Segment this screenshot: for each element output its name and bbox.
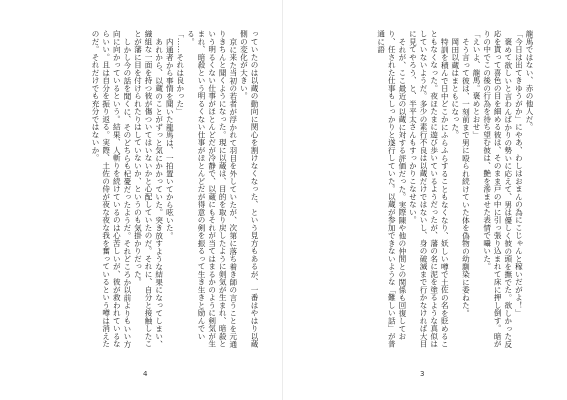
paragraph: 「えいよ、龍馬。褒めとおせ」	[472, 30, 482, 139]
paragraph: あれから、以蔵のことがずっと気にかかっていた。突き放すような結果になってしまい、織組な一面を持つ彼が傷ついてはいないかと心配していたのだ。それに、自分と接触したことが藩に目を付けられたりはしていないか、というのも気掛かりだった。	[133, 30, 164, 348]
right-page-text	[302, 30, 534, 352]
paragraph: 龍馬ではない、赤の他人だ。	[525, 30, 534, 131]
paragraph: それが、ここ最近の以蔵に対する評価だった。実際陳や他の仲間との関係も回復しており、任された仕事もしっかりと遂行していた。以蔵が参加できないような「難しい話」が普通に語	[376, 30, 407, 348]
paragraph: 「今日は出てきゆうがか」にやあ、わしはおまんの為にこじゃんと稼いだがよ！」	[514, 30, 524, 317]
page-number: 3	[420, 370, 425, 378]
right-page	[283, 0, 567, 400]
paragraph: 内通者から事情を聞いた龍馬は、一拍置いてから呟いた。	[165, 37, 175, 240]
paragraph: 京に来た当初の若者が浮かれて羽目を外していたが、次第に落ち着き師の言うことを元通りきちんと聞くようになった。現に以蔵は、目的を取り戻したように剣気が生まれ、暗殺という明るくない仕事がほとんどだが冷静で、以蔵にもそれが当てはまるかのように剣気が生まれ、暗殺という明るくない仕事がほとんどだが得意の剣を振るって生き生きと励んでいる。	[186, 30, 238, 348]
paragraph: そう言って彼は、一刻前まで男に殴られ続けていた体を偽物の幼馴染に委ねた。	[461, 37, 471, 317]
left-page-text	[27, 30, 259, 352]
page-number: 4	[143, 370, 148, 378]
paragraph: 褒めて欲しいと言わんばかりの勢いに応えて、男は優しく彼の頭を撫でた。欲しかった反応を貰って喜色の目を細める彼は、そのまま戸の中に引っ張り込まれて床に押し倒す。暗がりの中でこの後の行為を待ち望む彼は、艶を滲ませた表情で囁いた。	[482, 30, 513, 348]
paragraph: 岡田以蔵はまともになった。	[450, 37, 460, 139]
paragraph: っていたのは以蔵の動向に関心を割けなくなった、という見方もあるが、一番はやはり以蔵側の変化が大きい。	[239, 30, 259, 348]
paragraph: しかし今の話を聞くに、そのどちらも杞憂だったようだ。それどころか以前よりもいい方向に向かっているという。結果、人斬りを続けているのは心苦しいが、彼が救われているならいい。且は自分を振り返る。実際、土佐の侍が夜な夜な我を奮っているという噂は消えたのだ。それだけでも充分ではないか。	[91, 30, 132, 348]
left-page	[0, 0, 283, 400]
paragraph: 「……それは良かった」	[175, 30, 185, 116]
paragraph: 特訓を積んで日中どこかにふらふらすることもなくなり、妖しい噂で土佐の名を貶めることもなくなった。夜ほたまに遊び歩いているようだったが、藩の名に泥を塗るような真似はしていないようだ。多少の素行不良は以蔵だけではないし、身の破滅まで行かなければ大目に見てやろう、と、半平太さんもすっかりこなせない。	[408, 30, 450, 348]
